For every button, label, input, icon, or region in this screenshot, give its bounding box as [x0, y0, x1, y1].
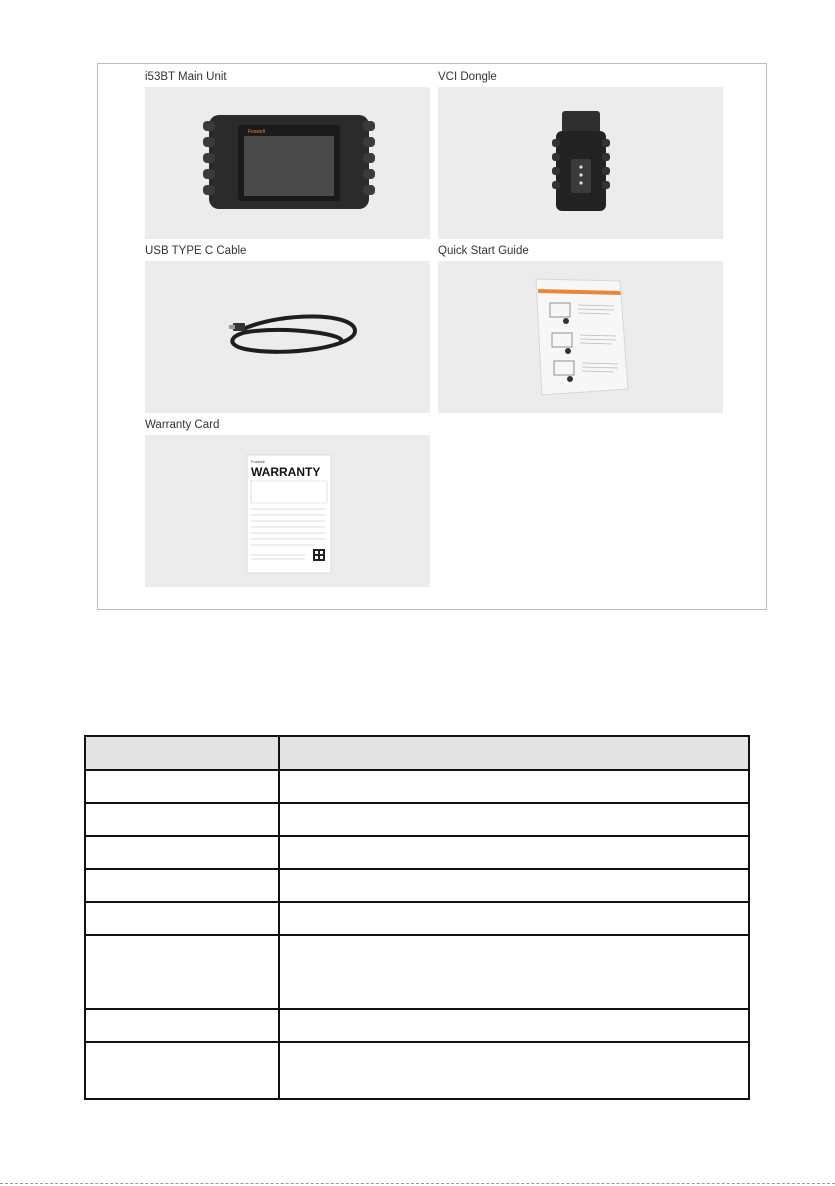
table-cell	[85, 836, 279, 869]
item-label: i53BT Main Unit	[145, 71, 227, 83]
table-row	[85, 869, 749, 902]
table-header-row	[85, 736, 749, 770]
brand-mark: Foxwell	[248, 129, 265, 135]
scan-tool-device-icon	[145, 87, 430, 239]
table-cell	[85, 770, 279, 803]
item-label: VCI Dongle	[438, 71, 497, 83]
table-cell	[279, 1042, 749, 1099]
item-label: Warranty Card	[145, 419, 220, 431]
table-cell	[85, 1042, 279, 1099]
table-cell	[85, 935, 279, 1009]
table-cell	[85, 902, 279, 935]
table-cell	[85, 803, 279, 836]
table-row	[85, 803, 749, 836]
table-cell	[279, 935, 749, 1009]
table-header-cell	[279, 736, 749, 770]
table-cell	[279, 803, 749, 836]
item-label: USB TYPE C Cable	[145, 245, 247, 257]
usb-cable-icon	[145, 261, 430, 413]
item-photo-bg	[145, 261, 430, 413]
table-row	[85, 770, 749, 803]
item-photo-bg	[438, 261, 723, 413]
table-cell	[279, 902, 749, 935]
table-row	[85, 1042, 749, 1099]
table-cell	[279, 836, 749, 869]
table-row	[85, 935, 749, 1009]
table-cell	[85, 869, 279, 902]
item-label: Quick Start Guide	[438, 245, 529, 257]
warranty-title: WARRANTY	[251, 465, 321, 479]
item-photo-bg	[145, 87, 430, 239]
brand-mark: Foxwell	[251, 459, 265, 464]
table-cell	[279, 869, 749, 902]
item-photo-bg	[438, 87, 723, 239]
table-cell	[279, 770, 749, 803]
obd-dongle-icon	[438, 87, 723, 239]
page-edge-divider	[0, 1183, 835, 1184]
guide-booklet-icon	[438, 261, 723, 413]
table-header-cell	[85, 736, 279, 770]
table-row	[85, 1009, 749, 1042]
spec-table	[84, 735, 750, 1100]
table-cell	[85, 1009, 279, 1042]
table-row	[85, 902, 749, 935]
warranty-card-icon	[145, 435, 430, 587]
item-photo-bg	[145, 435, 430, 587]
table-cell	[279, 1009, 749, 1042]
table-row	[85, 836, 749, 869]
package-contents-figure	[97, 63, 767, 610]
